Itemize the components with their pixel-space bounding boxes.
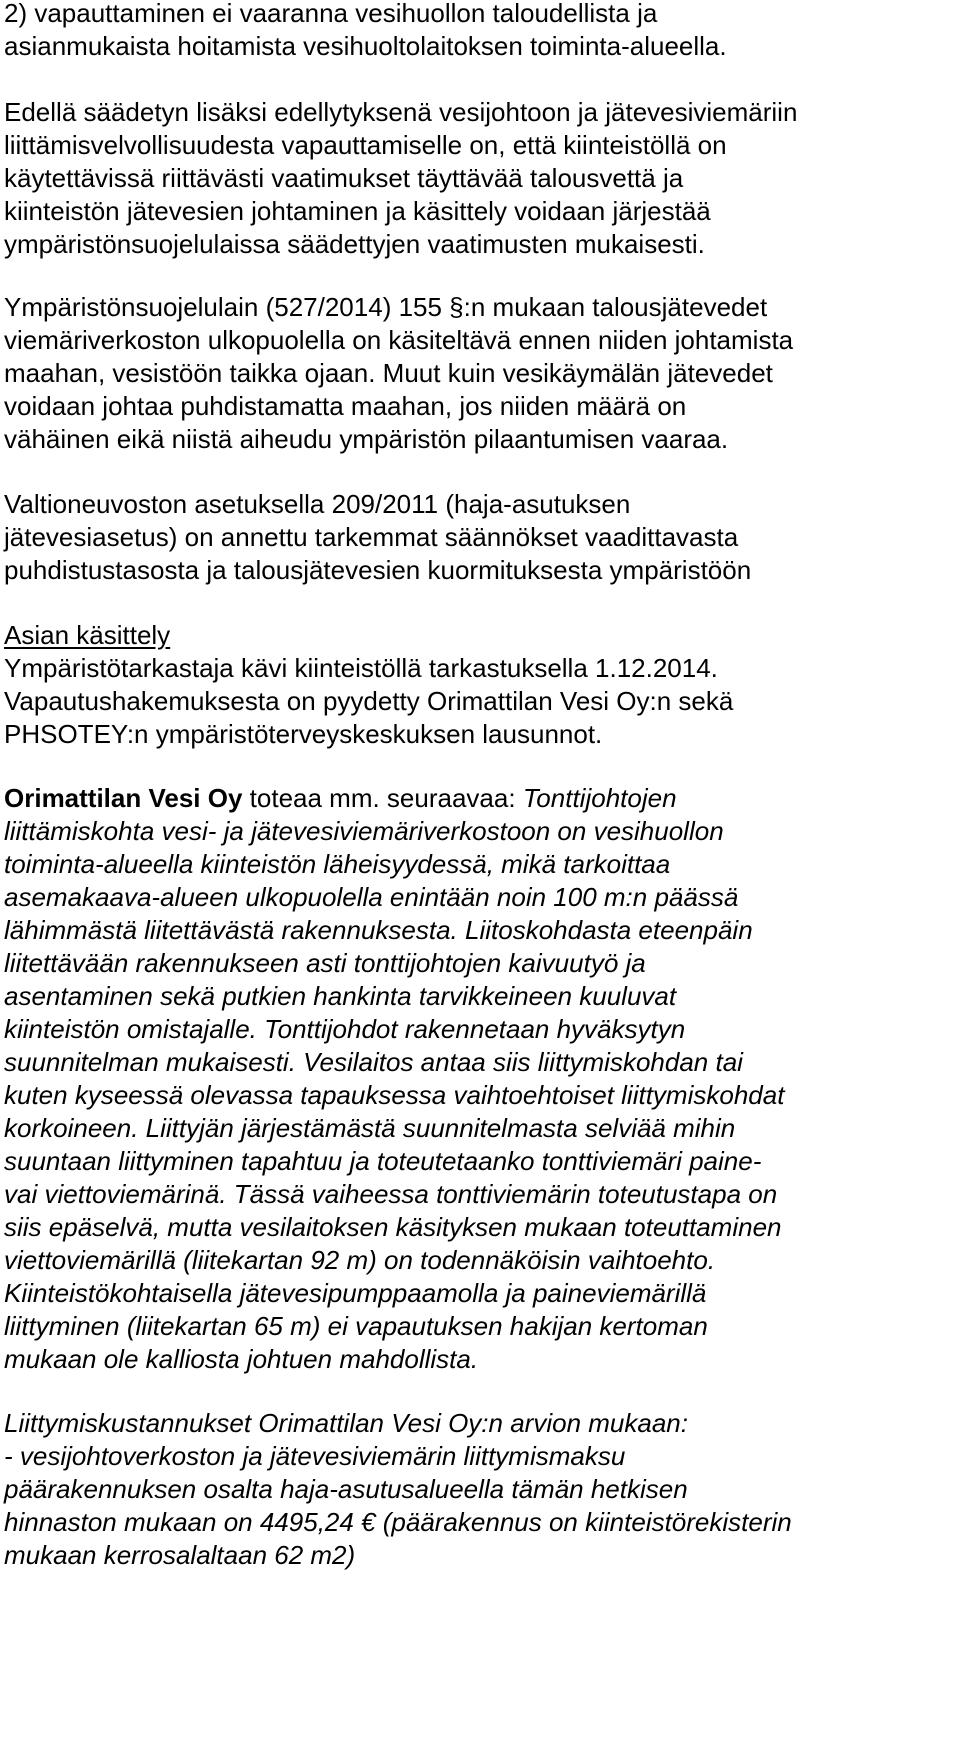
statement-lead-line [4, 781, 677, 815]
paragraph-line: käytettävissä riittävästi vaatimukset täyttävää talousvettä ja [4, 163, 684, 193]
paragraph-line: liittämisvelvollisuudesta vapauttamiselle on, että kiinteistöllä on [4, 130, 727, 160]
statement-quote-line: Kiinteistökohtaisella jätevesipumppaamolla ja paineviemärillä [4, 1278, 707, 1308]
paragraph-line: vähäinen eikä niistä aiheudu ympäristön pilaantumisen vaaraa. [4, 424, 729, 454]
statement-quote-line: suunnitelman mukaisesti. Vesilaitos antaa siis liittymiskohdan tai [4, 1047, 743, 1077]
intro-line: asianmukaista hoitamista vesihuoltolaitoksen toiminta-alueella. [4, 31, 727, 61]
section-line: Ympäristötarkastaja kävi kiinteistöllä tarkastuksella 1.12.2014. [4, 653, 718, 683]
paragraph-line: Valtioneuvoston asetuksella 209/2011 (haja-asutuksen [4, 489, 631, 519]
section-line: PHSOTEY:n ympäristöterveyskeskuksen lausunnot. [4, 719, 603, 749]
statement-quote-line: korkoineen. Liittyjän järjestämästä suunnitelmasta selviää mihin [4, 1113, 736, 1143]
statement-quote-line: mukaan ole kalliosta johtuen mahdollista. [4, 1344, 479, 1374]
intro-line: 2) vapauttaminen ei vaaranna vesihuollon taloudellista ja [4, 0, 658, 28]
statement-quote-line: siis epäselvä, mutta vesilaitoksen käsityksen mukaan toteuttaminen [4, 1212, 782, 1242]
paragraph-line: puhdistustasosta ja talousjätevesien kuormituksesta ympäristöön [4, 555, 752, 585]
paragraph-line: jätevesiasetus) on annettu tarkemmat säännökset vaadittavasta [4, 522, 739, 552]
statement-quote-line: liittyminen (liitekartan 65 m) ei vapautuksen hakijan kertoman [4, 1311, 708, 1341]
statement-quote-line: kiinteistön omistajalle. Tonttijohdot rakennetaan hyväksytyn [4, 1014, 686, 1044]
statement-quote-line: vai viettoviemärinä. Tässä vaiheessa tonttiviemärin toteutustapa on [4, 1179, 778, 1209]
statement-quote-line: asentaminen sekä putkien hankinta tarvikkeineen kuuluvat [4, 981, 677, 1011]
statement-quote-line: lähimmästä liitettävästä rakennuksesta. Liitoskohdasta eteenpäin [4, 915, 753, 945]
costs-line: päärakennuksen osalta haja-asutusalueella tämän hetkisen [4, 1474, 688, 1504]
paragraph-line: Ympäristönsuojelulain (527/2014) 155 §:n mukaan talousjätevedet [4, 292, 768, 322]
section-line: Vapautushakemuksesta on pyydetty Orimattilan Vesi Oy:n sekä [4, 686, 734, 716]
costs-line: hinnaston mukaan on 4495,24 € (päärakennus on kiinteistörekisterin [4, 1507, 792, 1537]
statement-quote-line: liittämiskohta vesi- ja jätevesiviemäriverkostoon on vesihuollon [4, 816, 724, 846]
paragraph-line: kiinteistön jätevesien johtaminen ja käsittely voidaan järjestää [4, 196, 711, 226]
statement-quote-line: toiminta-alueella kiinteistön läheisyydessä, mikä tarkoittaa [4, 849, 671, 879]
paragraph-line: ympäristönsuojelulaissa säädettyjen vaatimusten mukaisesti. [4, 229, 705, 259]
paragraph-line: viemäriverkoston ulkopuolella on käsiteltävä ennen niiden johtamista [4, 325, 794, 355]
costs-line: mukaan kerrosalaltaan 62 m2) [4, 1540, 356, 1570]
section-heading: Asian käsittely [4, 620, 171, 650]
statement-quote-line: viettoviemärillä (liitekartan 92 m) on todennäköisin vaihtoehto. [4, 1245, 716, 1275]
costs-line: Liittymiskustannukset Orimattilan Vesi Oy:n arvion mukaan: [4, 1408, 688, 1438]
paragraph-line: maahan, vesistöön taikka ojaan. Muut kuin vesikäymälän jätevedet [4, 358, 773, 388]
statement-quote-line: asemakaava-alueen ulkopuolella enintään noin 100 m:n päässä [4, 882, 739, 912]
statement-lead-text: toteaa mm. seuraavaa: [242, 783, 523, 813]
statement-org-name: Orimattilan Vesi Oy [4, 783, 243, 813]
statement-quote-line: liitettävään rakennukseen asti tonttijohtojen kaivuutyö ja [4, 948, 646, 978]
statement-quote-line: suuntaan liittyminen tapahtuu ja toteutetaanko tonttiviemäri paine- [4, 1146, 762, 1176]
paragraph-line: Edellä säädetyn lisäksi edellytyksenä vesijohtoon ja jätevesiviemäriin [4, 97, 798, 127]
paragraph-line: voidaan johtaa puhdistamatta maahan, jos niiden määrä on [4, 391, 687, 421]
statement-quote-start: Tonttijohtojen [522, 783, 677, 813]
costs-line: - vesijohtoverkoston ja jätevesiviemärin liittymismaksu [4, 1441, 626, 1471]
statement-quote-line: kuten kyseessä olevassa tapauksessa vaihtoehtoiset liittymiskohdat [4, 1080, 785, 1110]
